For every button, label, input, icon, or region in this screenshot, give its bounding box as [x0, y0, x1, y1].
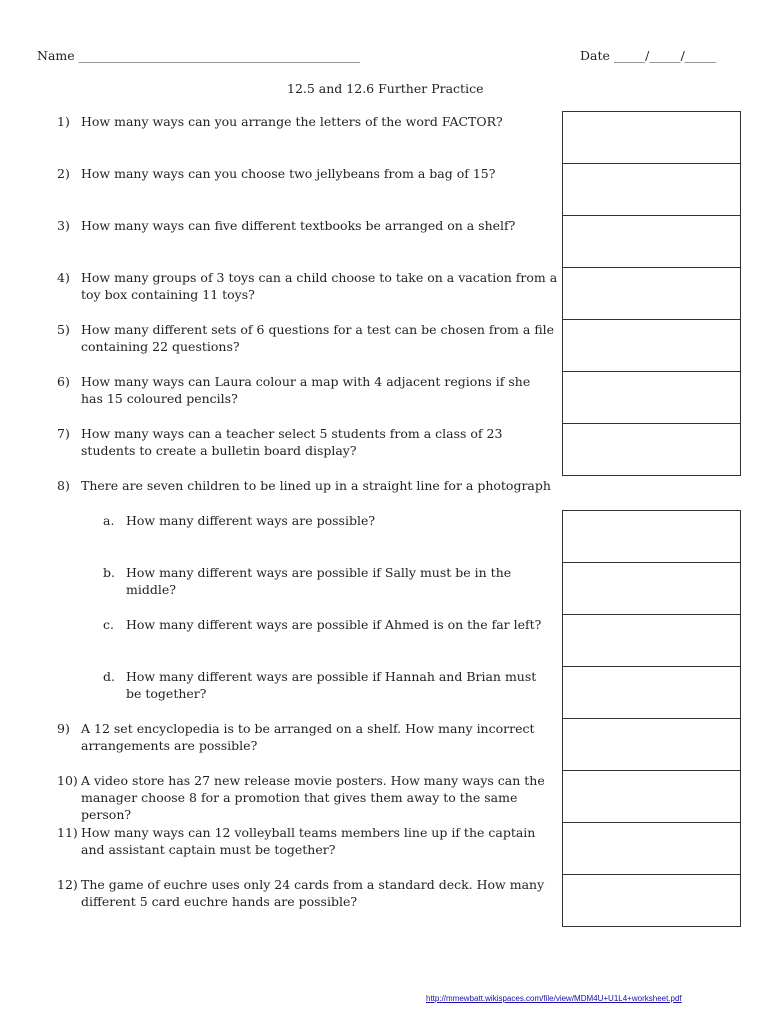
- answer-box[interactable]: [562, 666, 741, 719]
- source-link[interactable]: http://mmewbatt.wikispaces.com/file/view/MDM4U+U1L4+worksheet.pdf: [426, 994, 682, 1003]
- question-number: 2): [57, 166, 70, 181]
- name-field-label: Name _____________________________________________: [37, 48, 360, 63]
- subquestion-letter: b.: [103, 565, 115, 580]
- question-text: How many ways can you arrange the letters of the word FACTOR?: [81, 114, 503, 129]
- subquestion-text: How many different ways are possible if Sally must be in the: [126, 565, 512, 580]
- question-text: has 15 coloured pencils?: [81, 391, 238, 406]
- question-number: 1): [57, 114, 70, 129]
- question-text: There are seven children to be lined up in a straight line for a photograph: [81, 478, 551, 493]
- answer-box[interactable]: [562, 163, 741, 216]
- question-text: person?: [81, 807, 132, 822]
- page-title: 12.5 and 12.6 Further Practice: [287, 81, 484, 96]
- question-text: The game of euchre uses only 24 cards from a standard deck. How many: [81, 877, 545, 892]
- question-text: arrangements are possible?: [81, 738, 258, 753]
- answer-box[interactable]: [562, 614, 741, 667]
- question-number: 10): [57, 773, 78, 788]
- answer-box[interactable]: [562, 215, 741, 268]
- subquestion-text: be together?: [126, 686, 207, 701]
- question-text: different 5 card euchre hands are possible?: [81, 894, 358, 909]
- question-number: 11): [57, 825, 78, 840]
- subquestion-text: How many different ways are possible if Hannah and Brian must: [126, 669, 537, 684]
- subquestion-letter: a.: [103, 513, 115, 528]
- subquestion-text: How many different ways are possible?: [126, 513, 376, 528]
- question-text: How many ways can a teacher select 5 students from a class of 23: [81, 426, 503, 441]
- question-number: 6): [57, 374, 70, 389]
- subquestion-letter: c.: [103, 617, 114, 632]
- answer-box[interactable]: [562, 423, 741, 476]
- question-text: How many ways can five different textbooks be arranged on a shelf?: [81, 218, 516, 233]
- question-text: containing 22 questions?: [81, 339, 240, 354]
- date-field-label: Date _____/_____/_____: [580, 48, 717, 63]
- question-text: A 12 set encyclopedia is to be arranged on a shelf. How many incorrect: [81, 721, 535, 736]
- question-number: 12): [57, 877, 78, 892]
- subquestion-letter: d.: [103, 669, 115, 684]
- question-text: students to create a bulletin board display?: [81, 443, 357, 458]
- answer-box[interactable]: [562, 510, 741, 563]
- question-text: A video store has 27 new release movie posters. How many ways can the: [81, 773, 545, 788]
- question-text: How many different sets of 6 questions for a test can be chosen from a file: [81, 322, 555, 337]
- answer-box[interactable]: [562, 319, 741, 372]
- question-text: and assistant captain must be together?: [81, 842, 336, 857]
- answer-box[interactable]: [562, 874, 741, 927]
- question-text: How many ways can Laura colour a map with 4 adjacent regions if she: [81, 374, 531, 389]
- subquestion-text: How many different ways are possible if Ahmed is on the far left?: [126, 617, 542, 632]
- question-text: How many ways can 12 volleyball teams members line up if the captain: [81, 825, 536, 840]
- question-number: 8): [57, 478, 70, 493]
- subquestion-text: middle?: [126, 582, 176, 597]
- question-number: 5): [57, 322, 70, 337]
- question-text: toy box containing 11 toys?: [81, 287, 255, 302]
- answer-box[interactable]: [562, 562, 741, 615]
- answer-box[interactable]: [562, 371, 741, 424]
- question-number: 3): [57, 218, 70, 233]
- answer-box[interactable]: [562, 822, 741, 875]
- question-number: 9): [57, 721, 70, 736]
- answer-box[interactable]: [562, 111, 741, 164]
- question-number: 7): [57, 426, 70, 441]
- question-text: How many groups of 3 toys can a child choose to take on a vacation from a: [81, 270, 558, 285]
- question-text: How many ways can you choose two jellybeans from a bag of 15?: [81, 166, 496, 181]
- answer-box[interactable]: [562, 770, 741, 823]
- answer-box[interactable]: [562, 718, 741, 771]
- answer-box[interactable]: [562, 267, 741, 320]
- question-text: manager choose 8 for a promotion that gives them away to the same: [81, 790, 518, 805]
- question-number: 4): [57, 270, 70, 285]
